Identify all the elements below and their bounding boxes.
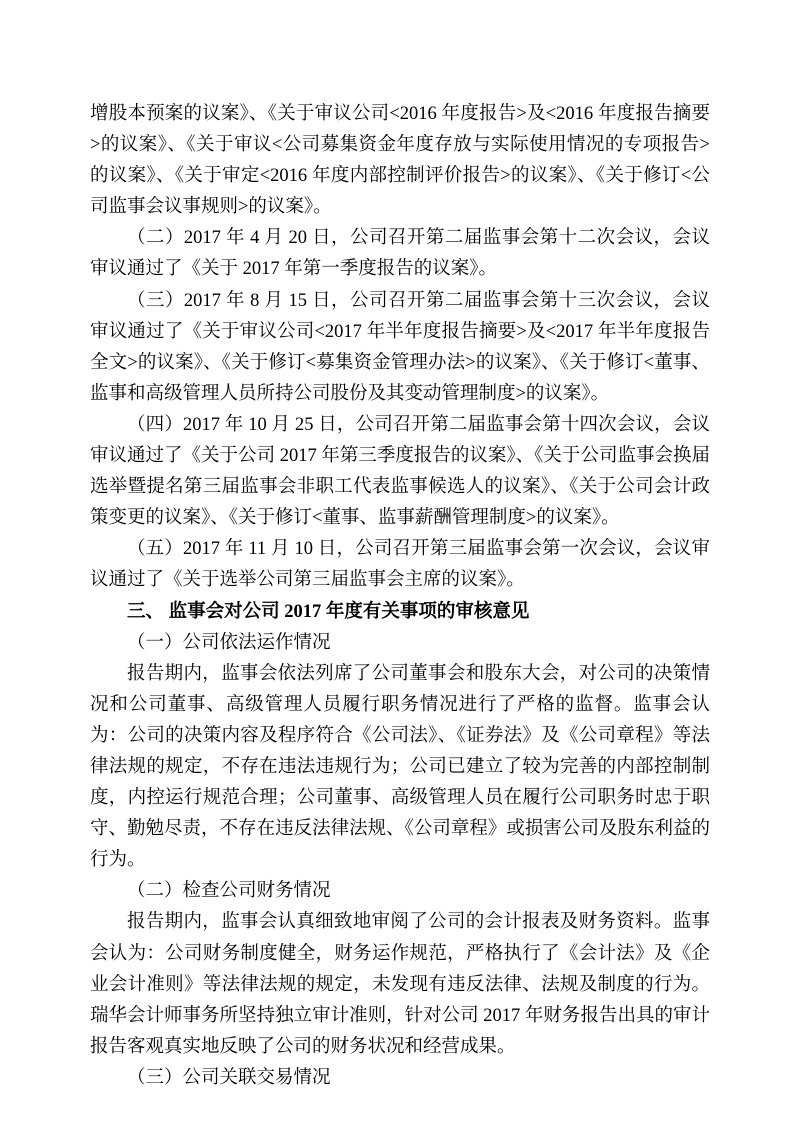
paragraph: （一）公司依法运作情况 xyxy=(127,632,331,653)
paragraph: （三）2017 年 8 月 15 日，公司召开第二届监事会第十三次会议，会议审议通过了《关于审议公司<2017 年半年度报告摘要>及<2017 年半年度报告全文>的议案》、《关于修订<募集资金管理办法>的议案》、《关于修订<董事、监事和高级管理人员所持公司股份及其变动管理制度>的议案》。 xyxy=(90,290,710,404)
paragraph: （四）2017 年 10 月 25 日，公司召开第二届监事会第十四次会议，会议审议通过了《关于公司 2017 年第三季度报告的议案》、《关于公司监事会换届选举暨提名第三届监事会非职工代表监事候选人的议案》、《关于公司会计政策变更的议案》、《关于修订<董事、监事薪酬管理制度>的议案》。 xyxy=(90,414,710,529)
paragraph: 增股本预案的议案》、《关于审议公司<2016 年度报告>及<2016 年度报告摘要>的议案》、《关于审议<公司募集资金年度存放与实际使用情况的专项报告>的议案》、《关于审定<2016 年度内部控制评价报告>的议案》、《关于修订<公司监事会议事规则>的议案》。 xyxy=(90,104,710,218)
paragraph: （三）公司关联交易情况 xyxy=(127,1067,331,1088)
paragraph: 报告期内，监事会认真细致地审阅了公司的会计报表及财务资料。监事会认为：公司财务制度健全，财务运作规范，严格执行了《会计法》及《企业会计准则》等法律法规的规定，未发现有违反法律、法规及制度的行为。瑞华会计师事务所坚持独立审计准则，针对公司 2017 年财务报告出具的审计报告客观真实地反映了公司的财务状况和经营成果。 xyxy=(90,912,710,1057)
paragraph: 报告期内，监事会依法列席了公司董事会和股东大会，对公司的决策情况和公司董事、高级管理人员履行职务情况进行了严格的监督。监事会认为：公司的决策内容及程序符合《公司法》、《证券法》及《公司章程》等法律法规的规定，不存在违法违规行为；公司已建立了较为完善的内部控制制度，内控运行规范合理；公司董事、高级管理人员在履行公司职务时忠于职守、勤勉尽责，不存在违反法律法规、《公司章程》或损害公司及股东利益的行为。 xyxy=(90,663,710,871)
paragraph: （五）2017 年 11 月 10 日，公司召开第三届监事会第一次会议，会议审议通过了《关于选举公司第三届监事会主席的议案》。 xyxy=(90,539,710,591)
paragraph: （二）2017 年 4 月 20 日，公司召开第二届监事会第十二次会议，会议审议通过了《关于 2017 年第一季度报告的议案》。 xyxy=(90,228,710,280)
document-body xyxy=(90,99,710,1094)
paragraph: （二）检查公司财务情况 xyxy=(127,881,331,902)
section-heading: 三、 监事会对公司 2017 年度有关事项的审核意见 xyxy=(127,601,530,622)
